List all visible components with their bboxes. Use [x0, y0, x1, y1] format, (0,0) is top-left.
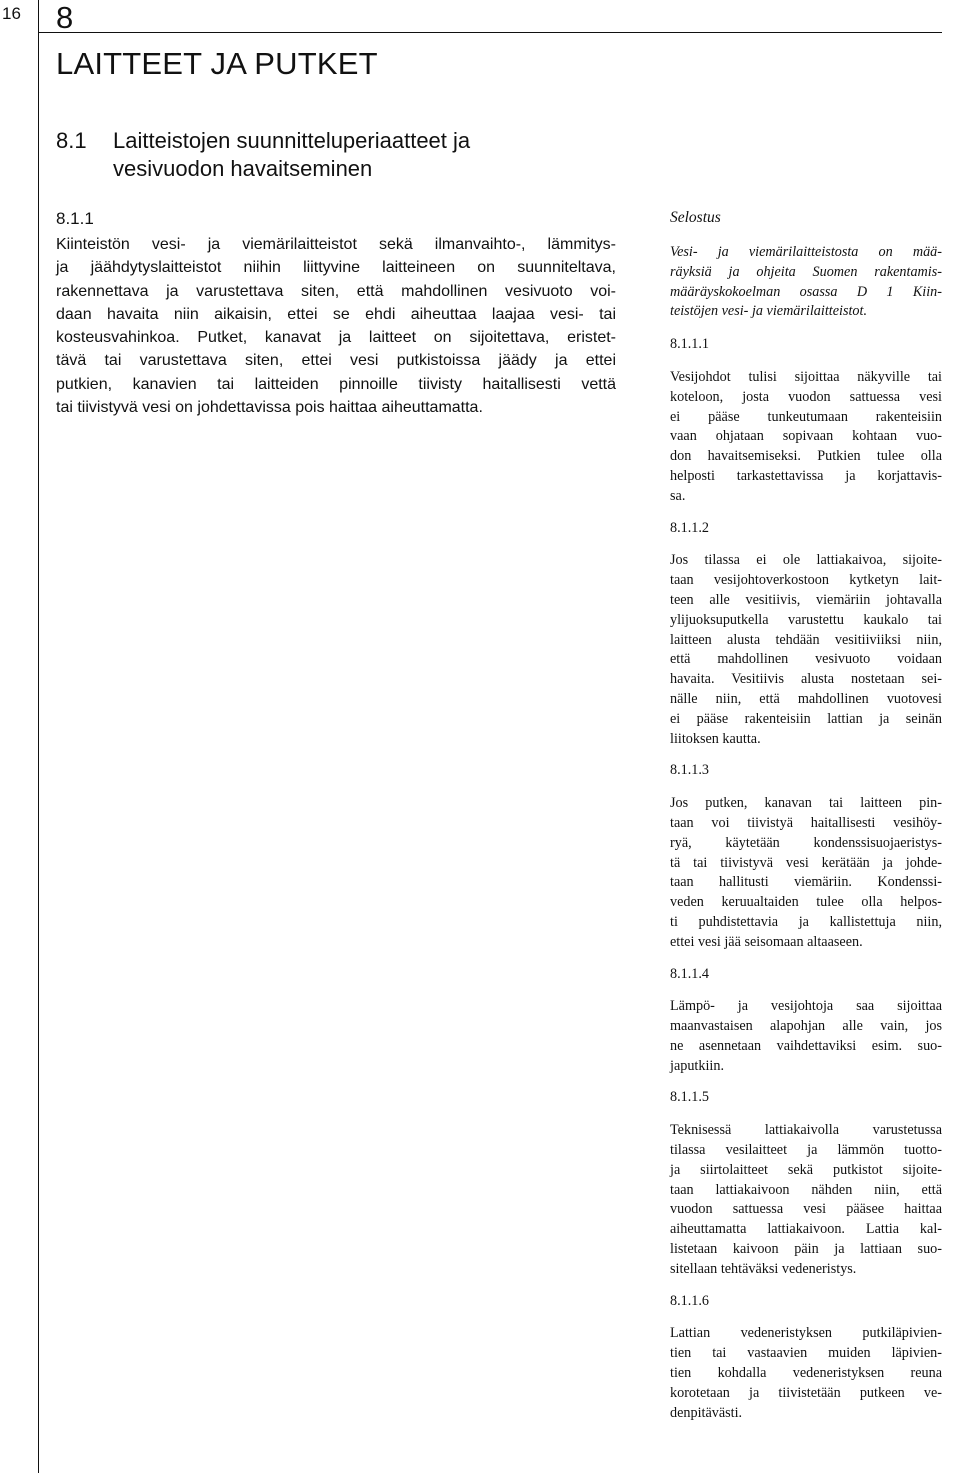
item-line: sa. — [670, 487, 686, 504]
page-number: 16 — [2, 4, 21, 23]
item-line: ja siirtolaitteet sekä putkistot sijoite- — [670, 1161, 942, 1178]
body-line: kosteusvahinkoa. Putket, kanavat ja laitteet on sijoitettava, eristet- — [56, 329, 616, 347]
item-line: liitoksen kautta. — [670, 730, 761, 747]
item-line: että mahdollinen vesivuoto voidaan — [670, 651, 942, 668]
item-line: Vesijohdot tulisi sijoittaa näkyville tai — [670, 368, 942, 385]
item-number: 8.1.1.4 — [670, 965, 710, 982]
body-line: ja jäähdytyslaitteistot niihin liittyvine laitteineen on suunniteltava, — [56, 259, 616, 277]
body-line: rakennettava ja varustettava siten, että mahdollinen vesivuoto voi- — [56, 282, 616, 300]
item-line: Jos putken, kanavan tai laitteen pin- — [670, 795, 942, 812]
body-line: tai tiivistyvä vesi on johdettavissa pois haittaa aiheuttamatta. — [56, 399, 483, 417]
item-line: taan lattiakaivoon nähden niin, että — [670, 1181, 942, 1198]
left-margin-rule — [38, 0, 39, 1473]
item-line: vaan ohjataan sopivaan kohtaan vuo- — [670, 428, 942, 445]
item-line: veden keruualtaiden tulee olla helpos- — [670, 894, 942, 911]
item-line: ei pääse tunkeutumaan rakenteisiin — [670, 408, 942, 425]
item-number: 8.1.1.1 — [670, 336, 710, 353]
section-number: 8.1 — [56, 128, 87, 153]
item-text — [670, 794, 942, 952]
item-line: tä tai tiivistyvä vesi kerätään ja johde- — [670, 854, 942, 871]
item-line: ylijuoksuputkella varustettu kaukalo tai — [670, 611, 942, 628]
item-line: nälle niin, että mahdollinen vuotovesi — [670, 690, 942, 707]
item-line: taan hallitusti viemäriin. Kondenssi- — [670, 874, 942, 891]
item-text — [670, 1324, 942, 1423]
item-line: maanvastaisen alapohjan alle vain, jos — [670, 1018, 942, 1035]
item-line: Jos tilassa ei ole lattiakaivoa, sijoite- — [670, 552, 942, 569]
subsection-number: 8.1.1 — [56, 209, 94, 228]
item-line: Lattian vedeneristyksen putkiläpivien- — [670, 1325, 942, 1342]
subsection-body — [56, 233, 616, 419]
sidebar-heading: Selostus — [670, 209, 721, 226]
body-line: daan havaita niin aikaisin, ettei se ehdi aiheuttaa laajaa vesi- tai — [56, 305, 616, 323]
item-line: aiheuttamatta lattiakaivoon. Lattia kal- — [670, 1221, 942, 1238]
section-title-line-2: vesivuodon havaitseminen — [113, 156, 373, 181]
item-line: koteloon, josta vuodon sattuessa vesi — [670, 388, 942, 405]
item-line: teen alle vesitiivis, viemäriin johtavalla — [670, 591, 942, 608]
body-line: putkien, kanavien tai laitteiden pinnoille tiivisty haitallisesti vettä — [56, 375, 616, 393]
item-line: vuodon sattuessa vesi pääsee haittaa — [670, 1201, 942, 1218]
item-number: 8.1.1.5 — [670, 1089, 710, 1106]
intro-line: teistöjen vesi- ja viemärilaitteistot. — [670, 303, 868, 320]
body-line: Kiinteistön vesi- ja viemärilaitteistot sekä ilmanvaihto-, lämmitys- — [56, 236, 616, 253]
sidebar-explanation — [670, 207, 942, 1435]
item-line: tilassa vesilaitteet ja lämmön tuotto- — [670, 1142, 942, 1159]
item-line: taan voi tiivistyä haitallisesti vesihöy- — [670, 814, 942, 831]
section-title-line-1: Laitteistojen suunnitteluperiaatteet ja — [113, 128, 471, 153]
item-line: ne asennetaan vaihdettaviksi esim. suo- — [670, 1037, 942, 1054]
top-rule — [38, 32, 942, 33]
chapter-number: 8 — [56, 0, 74, 35]
sidebar-intro — [670, 243, 942, 322]
chapter-title: LAITTEET JA PUTKET — [56, 46, 378, 81]
item-number: 8.1.1.2 — [670, 519, 710, 536]
item-line: Lämpö- ja vesijohtoja saa sijoittaa — [670, 998, 942, 1015]
item-number: 8.1.1.6 — [670, 1292, 710, 1309]
item-line: listetaan kaivoon päin ja lattiaan suo- — [670, 1241, 942, 1258]
item-line: ryä, käytetään kondenssisuojaeristys- — [670, 834, 942, 851]
intro-line: määräyskokoelman osassa D 1 Kiin- — [670, 283, 942, 300]
item-line: denpitävästi. — [670, 1404, 743, 1421]
item-line: don havaitsemiseksi. Putkien tulee olla — [670, 448, 942, 465]
item-line: korotetaan ja tiivistetään putkeen ve- — [670, 1384, 942, 1401]
item-line: Teknisessä lattiakaivolla varustetussa — [670, 1122, 942, 1139]
item-line: ei pääse rakenteisiin lattian ja seinän — [670, 710, 942, 727]
item-line: taan vesijohtoverkostoon kytketyn lait- — [670, 572, 942, 589]
item-line: havaita. Vesitiivis alusta nostetaan sei- — [670, 671, 942, 688]
item-line: japutkiin. — [670, 1057, 724, 1074]
item-number: 8.1.1.3 — [670, 762, 710, 779]
body-line: tävä tai varustettava siten, ettei vesi putkistoissa jäädy ja ettei — [56, 352, 616, 370]
item-text — [670, 551, 942, 749]
intro-line: räyksiä ja ohjeita Suomen rakentamis- — [670, 263, 942, 280]
item-text — [670, 997, 942, 1076]
item-line: sitellaan tehtäväksi vedeneristys. — [670, 1260, 857, 1277]
item-line: tien kohdalla vedeneristyksen reuna — [670, 1365, 942, 1382]
item-text — [670, 1121, 942, 1279]
item-line: tien tai vastaavien muiden läpivien- — [670, 1345, 942, 1362]
item-line: ettei vesi jää seisomaan altaaseen. — [670, 933, 863, 950]
item-line: helposti tarkastettavissa ja korjattavis- — [670, 467, 942, 484]
item-line: laitteen alusta tehdään vesitiiviiksi niin, — [670, 631, 942, 648]
intro-line: Vesi- ja viemärilaitteistosta on mää- — [670, 244, 942, 260]
item-text — [670, 368, 942, 507]
item-line: ti puhdistettavia ja kallistettuja niin, — [670, 913, 942, 930]
